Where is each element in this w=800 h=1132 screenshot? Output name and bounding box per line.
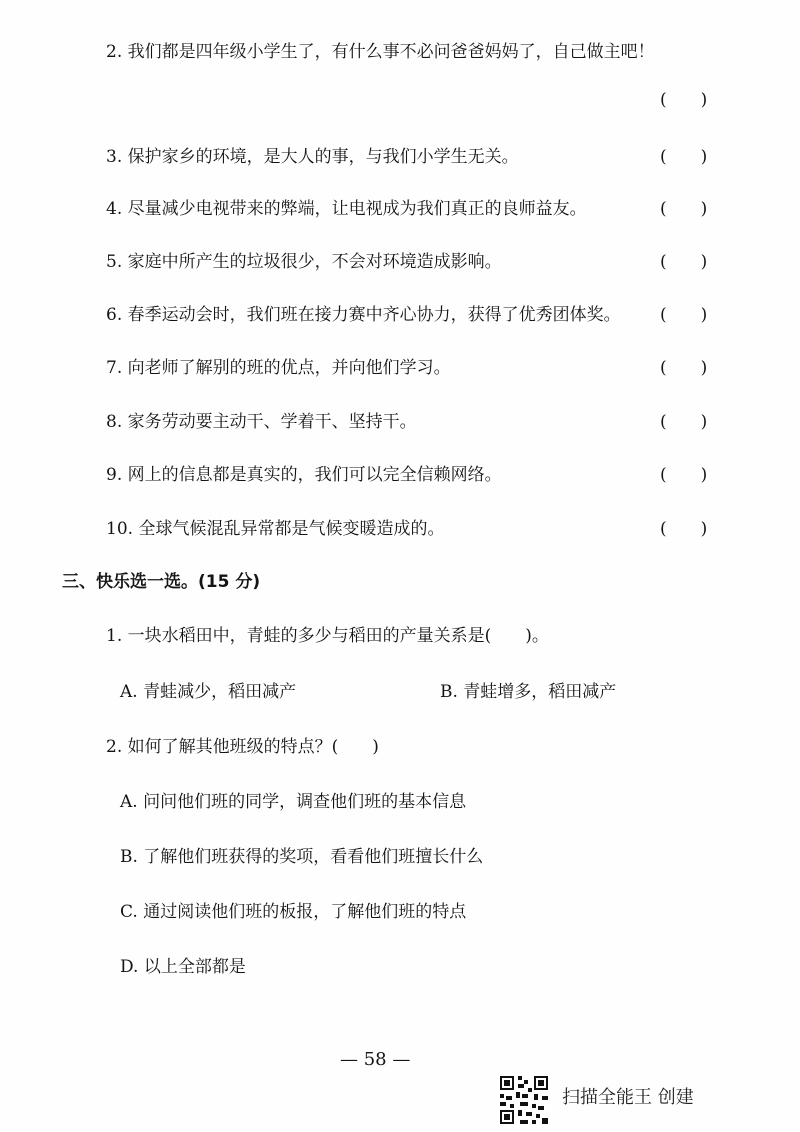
answer-paren-2[interactable]: ( ) bbox=[660, 90, 708, 110]
q2-option-c[interactable]: C. 通过阅读他们班的板报，了解他们班的特点 bbox=[120, 902, 467, 922]
q2-option-d[interactable]: D. 以上全部都是 bbox=[120, 957, 246, 977]
judgement-item-5: 5. 家庭中所产生的垃圾很少，不会对环境造成影响。 bbox=[106, 252, 502, 272]
judgement-item-6: 6. 春季运动会时，我们班在接力赛中齐心协力，获得了优秀团体奖。 bbox=[106, 305, 621, 325]
qr-code-icon bbox=[498, 1074, 550, 1126]
judgement-item-10: 10. 全球气候混乱异常都是气候变暖造成的。 bbox=[106, 519, 445, 539]
answer-paren-7[interactable]: ( ) bbox=[660, 358, 708, 378]
judgement-item-7: 7. 向老师了解别的班的优点，并向他们学习。 bbox=[106, 358, 451, 378]
page-number: — 58 — bbox=[340, 1049, 411, 1070]
answer-paren-6[interactable]: ( ) bbox=[660, 305, 708, 325]
section-3-heading: 三、快乐选一选。(15 分) bbox=[62, 572, 261, 592]
q1-option-b[interactable]: B. 青蛙增多，稻田减产 bbox=[440, 682, 617, 702]
scanner-watermark-label: 扫描全能王 创建 bbox=[562, 1087, 694, 1108]
judgement-item-9: 9. 网上的信息都是真实的，我们可以完全信赖网络。 bbox=[106, 465, 502, 485]
q2-option-a[interactable]: A. 问问他们班的同学，调查他们班的基本信息 bbox=[120, 792, 467, 812]
answer-paren-8[interactable]: ( ) bbox=[660, 412, 708, 432]
choice-question-1: 1. 一块水稻田中，青蛙的多少与稻田的产量关系是( )。 bbox=[106, 626, 549, 646]
answer-paren-10[interactable]: ( ) bbox=[660, 519, 708, 539]
q2-option-b[interactable]: B. 了解他们班获得的奖项，看看他们班擅长什么 bbox=[120, 847, 484, 867]
judgement-item-8: 8. 家务劳动要主动干、学着干、坚持干。 bbox=[106, 412, 417, 432]
choice-question-2: 2. 如何了解其他班级的特点？( ) bbox=[106, 737, 379, 757]
answer-paren-9[interactable]: ( ) bbox=[660, 465, 708, 485]
answer-paren-3[interactable]: ( ) bbox=[660, 147, 708, 167]
judgement-item-2: 2. 我们都是四年级小学生了，有什么事不必问爸爸妈妈了，自己做主吧！ bbox=[106, 42, 655, 62]
answer-paren-5[interactable]: ( ) bbox=[660, 252, 708, 272]
answer-paren-4[interactable]: ( ) bbox=[660, 199, 708, 219]
judgement-item-3: 3. 保护家乡的环境，是大人的事，与我们小学生无关。 bbox=[106, 147, 519, 167]
q1-option-a[interactable]: A. 青蛙减少，稻田减产 bbox=[120, 682, 297, 702]
judgement-item-4: 4. 尽量减少电视带来的弊端，让电视成为我们真正的良师益友。 bbox=[106, 199, 587, 219]
